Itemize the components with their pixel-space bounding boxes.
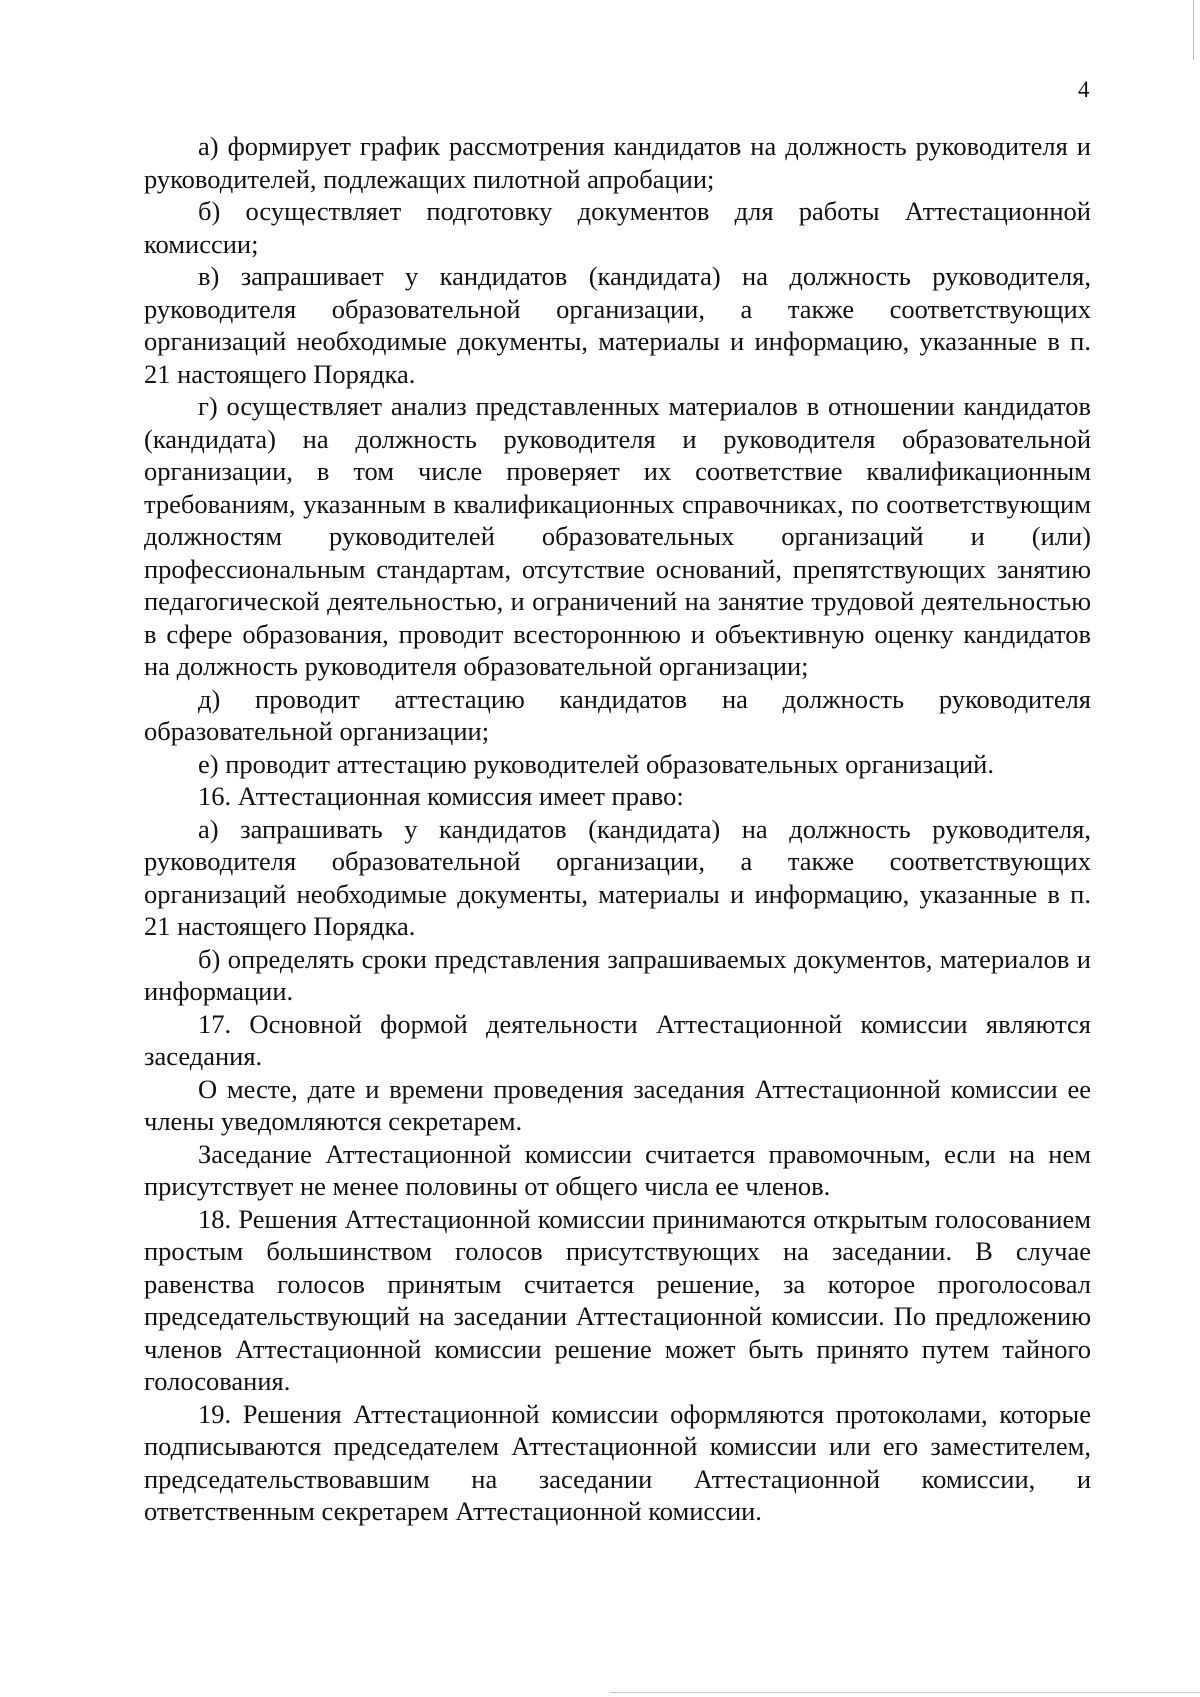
paragraph-15b: б) осуществляет подготовку документов для работы Аттестационной комиссии; (144, 196, 1091, 259)
paragraph-15d: д) проводит аттестацию кандидатов на должность руководителя образовательной организации; (144, 683, 1091, 746)
page-number: 4 (1078, 77, 1090, 102)
document-body (144, 130, 1091, 1528)
paragraph-15v: в) запрашивает у кандидатов (кандидата) на должность руководителя, руководителя образовательной организации, а также соответствующих организаций необходимые документы, материалы и информацию, указанные в п. 21 настоящего Порядка. (144, 261, 1091, 389)
paragraph-17-meeting-notice: О месте, дате и времени проведения заседания Аттестационной комиссии ее члены уведомляются секретарем. (144, 1073, 1091, 1136)
paragraph-17: 17. Основной формой деятельности Аттестационной комиссии являются заседания. (144, 1008, 1091, 1071)
paragraph-16b: б) определять сроки представления запрашиваемых документов, материалов и информации. (144, 943, 1091, 1006)
paragraph-15g: г) осуществляет анализ представленных материалов в отношении кандидатов (кандидата) на должность руководителя и руководителя образовательной организации, в том числе проверяет их соответствие квалификационным требованиям, указанным в квалификационных справочниках, по соответствующим должностям руководителей образовательных организаций и (или) профессиональным стандартам, отсутствие оснований, препятствующих занятию педагогической деятельностью, и ограничений на занятие трудовой деятельностью в сфере образования, проводит всестороннюю и объективную оценку кандидатов на должность руководителя образовательной организации; (144, 391, 1091, 681)
paragraph-18: 18. Решения Аттестационной комиссии принимаются открытым голосованием простым большинством голосов присутствующих на заседании. В случае равенства голосов принятым считается решение, за которое проголосовал председательствующий на заседании Аттестационной комиссии. По предложению членов Аттестационной комиссии решение может быть принято путем тайного голосования. (144, 1203, 1091, 1396)
paragraph-15e: е) проводит аттестацию руководителей образовательных организаций. (198, 748, 994, 779)
scan-edge-line (1193, 0, 1194, 60)
paragraph-16: 16. Аттестационная комиссия имеет право: (198, 781, 684, 811)
paragraph-16a: а) запрашивать у кандидатов (кандидата) на должность руководителя, руководителя образовательной организации, а также соответствующих организаций необходимые документы, материалы и информацию, указанные в п. 21 настоящего Порядка. (144, 813, 1091, 941)
paragraph-15a: а) формирует график рассмотрения кандидатов на должность руководителя и руководителей, подлежащих пилотной апробации; (144, 131, 1091, 194)
paragraph-19: 19. Решения Аттестационной комиссии оформляются протоколами, которые подписываются председателем Аттестационной комиссии или его заместителем, председательствовавшим на заседании Аттестационной комиссии, и ответственным секретарем Аттестационной комиссии. (144, 1398, 1091, 1526)
paragraph-17-quorum: Заседание Аттестационной комиссии считается правомочным, если на нем присутствует не менее половины от общего числа ее членов. (144, 1138, 1091, 1201)
scan-edge-line-bottom (610, 1692, 1200, 1693)
